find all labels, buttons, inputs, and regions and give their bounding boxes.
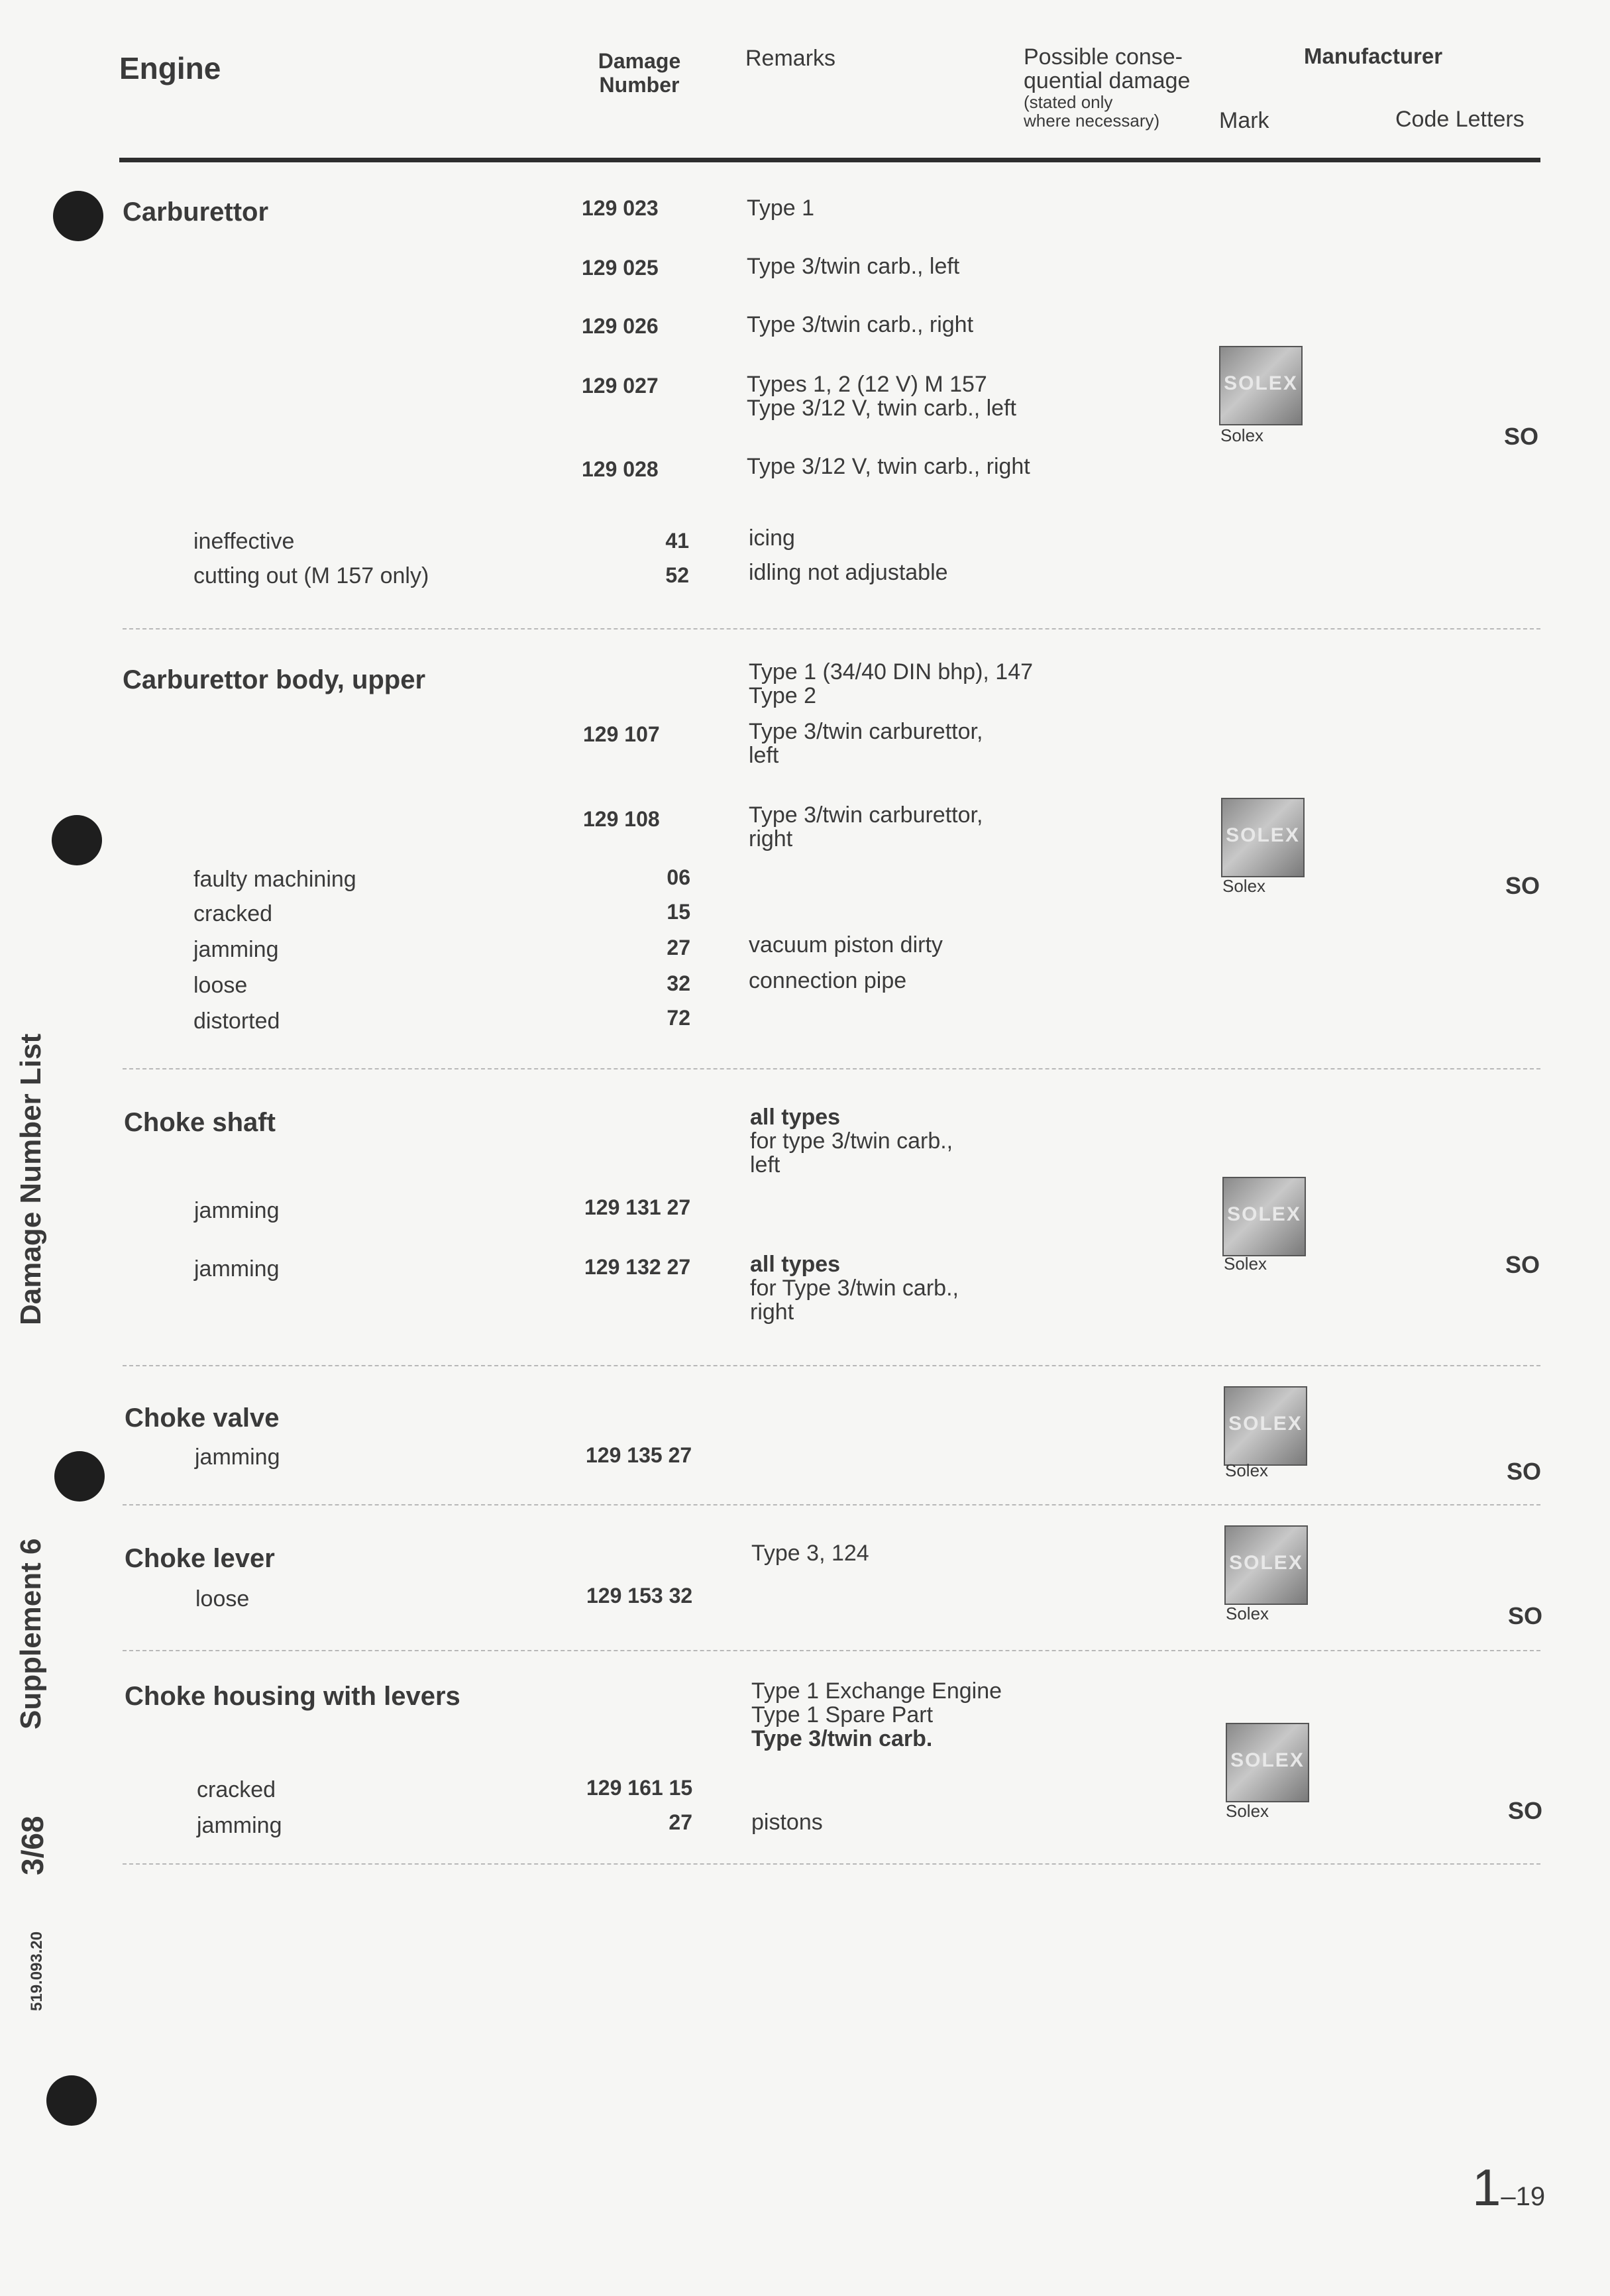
remark: pistons (751, 1810, 823, 1835)
conseq-line4: where necessary) (1024, 111, 1160, 131)
code-letters: SO (1507, 1458, 1542, 1485)
page-number-minor: –19 (1501, 2182, 1546, 2211)
cause-label: jamming (195, 1445, 280, 1470)
cause-label: loose (195, 1586, 250, 1612)
damage-number-header (583, 49, 696, 97)
remark-bold: all types (750, 1252, 841, 1277)
cause-label: loose (193, 973, 248, 998)
solex-logo-icon (1226, 1723, 1309, 1802)
remark: idling not adjustable (749, 560, 948, 585)
remark: Type 1 (34/40 DIN bhp), 147 Type 2 (749, 659, 1034, 708)
damage-number: 52 (665, 563, 689, 587)
section-divider (123, 1650, 1540, 1651)
remark: for Type 3/twin carb., right (750, 1276, 959, 1325)
punch-hole (54, 1451, 105, 1502)
remark: Types 1, 2 (12 V) M 157 Type 3/12 V, twin carb., left (747, 372, 1016, 421)
sidebar-list-title: Damage Number List (15, 1033, 47, 1325)
cause-label: cutting out (M 157 only) (193, 563, 429, 588)
cause-label: distorted (193, 1009, 280, 1034)
damage-number: 129 107 (583, 722, 660, 746)
logo-text: SOLEX (1229, 1552, 1303, 1574)
manufacturer-mark: Solex (1225, 1460, 1269, 1480)
damage-number: 129 135 27 (586, 1443, 692, 1467)
sidebar-date: 3/68 (15, 1816, 50, 1875)
section-divider (123, 1863, 1540, 1865)
conseq-line1: Possible conse- (1024, 44, 1183, 70)
punch-hole (46, 2075, 97, 2126)
code-letters: SO (1505, 872, 1540, 899)
damage-number: 129 023 (582, 196, 659, 220)
remark: vacuum piston dirty (749, 932, 943, 957)
solex-logo-icon (1224, 1525, 1308, 1605)
damage-number: 27 (669, 1810, 692, 1834)
logo-text: SOLEX (1228, 1413, 1303, 1435)
solex-logo-icon (1219, 346, 1303, 425)
choke-lever-title: Choke lever (125, 1544, 275, 1573)
manufacturer-mark: Solex (1224, 1254, 1267, 1274)
manufacturer-mark: Solex (1222, 876, 1266, 896)
page-number (1472, 2158, 1545, 2218)
page-number-major: 1 (1472, 2158, 1501, 2216)
damage-number: 129 153 32 (586, 1584, 693, 1608)
mark-header: Mark (1219, 108, 1269, 133)
section-title: Engine (119, 51, 221, 85)
damage-number: 129 132 27 (584, 1255, 691, 1279)
remark: icing (749, 525, 795, 551)
damage-number: 129 027 (582, 374, 659, 398)
damage-number: 32 (667, 971, 690, 995)
manufacturer-header: Manufacturer (1304, 44, 1443, 68)
remark: Type 3/twin carburettor, right (749, 802, 983, 851)
remark: connection pipe (749, 968, 907, 993)
code-letters-header: Code Letters (1395, 107, 1525, 132)
cause-label: cracked (193, 901, 273, 926)
damage-number: 06 (667, 865, 690, 889)
sidebar-doc-number: 519.093.20 (28, 1931, 46, 2011)
logo-text: SOLEX (1224, 372, 1298, 394)
damage-header-line2: Number (599, 73, 680, 97)
damage-number: 72 (667, 1006, 690, 1030)
remark: Type 3, 124 (751, 1541, 869, 1566)
remark: for type 3/twin carb., left (750, 1128, 953, 1177)
remark: Type 3/twin carb., right (747, 312, 974, 337)
sidebar-supplement: Supplement 6 (15, 1538, 47, 1729)
solex-logo-icon (1224, 1386, 1307, 1466)
conseq-line2: quential damage (1024, 68, 1191, 93)
section-divider (123, 1365, 1540, 1366)
remark: Type 1 (747, 195, 815, 221)
cause-label: jamming (194, 1198, 280, 1223)
cause-label: faulty machining (193, 867, 356, 892)
choke-shaft-title: Choke shaft (124, 1108, 276, 1137)
solex-logo-icon (1221, 798, 1305, 877)
code-letters: SO (1504, 423, 1539, 450)
carburettor-title: Carburettor (123, 197, 269, 227)
remark-bold: all types (750, 1105, 841, 1130)
code-letters: SO (1508, 1602, 1543, 1629)
punch-hole (53, 191, 103, 241)
consequential-header (1024, 45, 1190, 130)
section-divider (123, 1068, 1540, 1069)
conseq-line3: (stated only (1024, 92, 1113, 112)
remark: Type 3/12 V, twin carb., right (747, 454, 1030, 479)
cause-label: jamming (197, 1813, 282, 1838)
remark: Type 3/twin carb., left (747, 254, 960, 279)
remark: Type 3/twin carburettor, left (749, 719, 983, 768)
cause-label: jamming (193, 937, 279, 962)
damage-number: 129 161 15 (586, 1776, 693, 1800)
body-upper-title: Carburettor body, upper (123, 665, 426, 694)
remark-bold: Type 3/twin carb. (751, 1726, 933, 1751)
damage-number: 129 108 (583, 807, 660, 831)
logo-text: SOLEX (1230, 1749, 1305, 1771)
section-divider (123, 628, 1540, 629)
code-letters: SO (1508, 1797, 1543, 1824)
choke-valve-title: Choke valve (125, 1403, 280, 1433)
logo-text: SOLEX (1227, 1203, 1301, 1225)
remark: Type 1 Spare Part (751, 1702, 934, 1727)
solex-logo-icon (1222, 1177, 1306, 1256)
cause-label: ineffective (193, 529, 295, 554)
section-divider (123, 1504, 1540, 1505)
damage-number: 129 028 (582, 457, 659, 481)
logo-text: SOLEX (1226, 824, 1300, 846)
cause-label: cracked (197, 1777, 276, 1802)
cause-label: jamming (194, 1256, 280, 1282)
damage-number: 41 (665, 529, 689, 553)
remarks-header: Remarks (745, 46, 836, 71)
damage-header-line1: Damage (598, 49, 681, 73)
code-letters: SO (1505, 1251, 1540, 1278)
manufacturer-mark: Solex (1226, 1604, 1269, 1623)
damage-number: 129 025 (582, 256, 659, 280)
damage-number: 129 131 27 (584, 1195, 691, 1219)
choke-housing-title: Choke housing with levers (125, 1682, 460, 1711)
damage-number: 27 (667, 936, 690, 959)
manufacturer-mark: Solex (1220, 425, 1264, 445)
manufacturer-mark: Solex (1226, 1801, 1269, 1821)
remark: Type 1 Exchange Engine (751, 1678, 1002, 1704)
punch-hole (52, 815, 102, 865)
header-rule (119, 158, 1540, 162)
damage-number: 129 026 (582, 314, 659, 338)
damage-number: 15 (667, 900, 690, 924)
